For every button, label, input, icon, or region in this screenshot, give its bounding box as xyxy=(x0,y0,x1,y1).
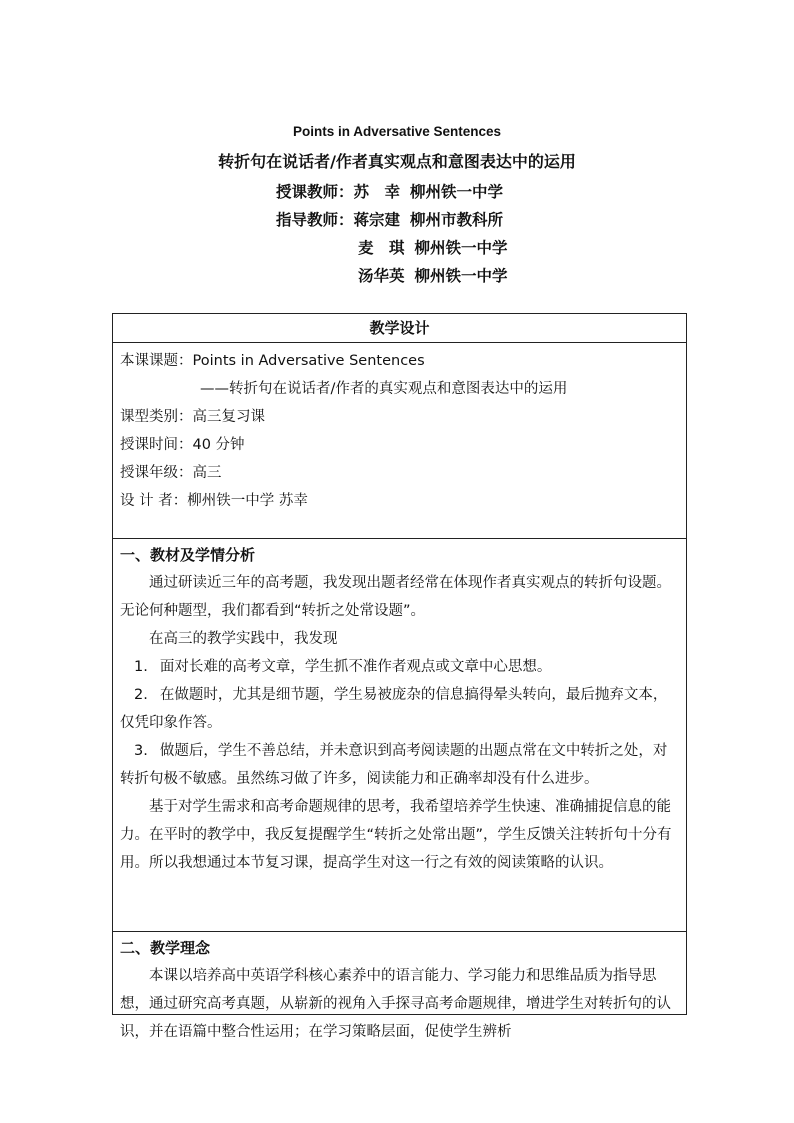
advisor-label: 指导教师： xyxy=(276,211,354,229)
advisor-name: 汤华英 xyxy=(358,267,405,285)
topic-subtitle: ——转折句在说话者/作者的真实观点和意图表达中的运用 xyxy=(200,381,568,397)
list-item xyxy=(120,653,679,681)
document-title-cn: 转折句在说话者/作者真实观点和意图表达中的运用 xyxy=(218,152,576,171)
grade-value: 高三 xyxy=(192,465,222,481)
type-label: 课型类别： xyxy=(120,409,193,425)
type-value: 高三复习课 xyxy=(192,409,265,425)
topic-value: Points in Adversative Sentences xyxy=(192,353,425,369)
section-title: 一、教材及学情分析 xyxy=(120,546,256,564)
list-text: 面对长难的高考文章，学生抓不准作者观点或文章中心思想。 xyxy=(159,659,552,675)
document-title-en: Points in Adversative Sentences xyxy=(292,124,502,139)
paragraph: 基于对学生需求和高考命题规律的思考，我希望培养学生快速、准确捕捉信息的能力。在平时的教学中，我反复提醒学生“转折之处常出题”，学生反馈关注转折句十分有用。所以我想通过本节复习课，提高学生对这一行之有效的阅读策略的认识。 xyxy=(120,799,672,871)
teaching-design-table xyxy=(112,313,687,1040)
advisor-credit xyxy=(276,208,503,230)
advisor-org: 柳州铁一中学 xyxy=(414,267,508,285)
list-number: 3. xyxy=(134,743,148,759)
list-number: 1. xyxy=(134,659,148,675)
time-label: 授课时间： xyxy=(120,437,193,453)
advisor-org: 柳州铁一中学 xyxy=(414,239,508,257)
paragraph: 本课以培养高中英语学科核心素养中的语言能力、学习能力和思维品质为指导思想，通过研究高考真题，从崭新的视角入手探寻高考命题规律，增进学生对转折句的认识，并在语篇中整合性运用；在学习策略层面，促使学生辨析 xyxy=(120,968,671,1040)
list-number: 2. xyxy=(134,687,148,703)
paragraph: 在高三的教学实践中，我发现 xyxy=(149,631,338,647)
teacher-credit xyxy=(276,180,503,202)
lesson-info xyxy=(113,343,686,539)
topic-label: 本课课题： xyxy=(120,353,193,369)
topic-line xyxy=(120,347,679,375)
designer-line xyxy=(120,487,679,515)
advisor-credit xyxy=(358,236,508,258)
list-text: 在做题时，尤其是细节题，学生易被庞杂的信息搞得晕头转向，最后抛弃文本，仅凭印象作答。 xyxy=(120,687,668,731)
list-item xyxy=(120,681,679,737)
section-title: 二、教学理念 xyxy=(120,939,211,957)
table-heading: 教学设计 xyxy=(113,314,686,343)
advisor-name: 麦 琪 xyxy=(358,239,405,257)
section-philosophy xyxy=(113,932,686,1046)
paragraph: 通过研读近三年的高考题，我发现出题者经常在体现作者真实观点的转折句设题。无论何种题型，我们都看到“转折之处常设题”。 xyxy=(120,575,671,619)
designer-value: 柳州铁一中学 苏幸 xyxy=(187,493,308,509)
grade-label: 授课年级： xyxy=(120,465,193,481)
teacher-org: 柳州铁一中学 xyxy=(410,183,504,201)
advisor-credit xyxy=(358,264,508,286)
designer-label: 设 计 者： xyxy=(120,493,188,509)
advisor-name: 蒋宗建 xyxy=(353,211,401,229)
grade-line xyxy=(120,459,679,487)
time-value: 40 分钟 xyxy=(192,437,245,453)
time-line xyxy=(120,431,679,459)
section-analysis xyxy=(113,539,686,932)
advisor-org: 柳州市教科所 xyxy=(410,211,504,229)
type-line xyxy=(120,403,679,431)
list-item xyxy=(120,737,679,793)
teacher-name: 苏 幸 xyxy=(353,183,401,201)
list-text: 做题后，学生不善总结，并未意识到高考阅读题的出题点常在文中转折之处，对转折句极不敏感。虽然练习做了许多，阅读能力和正确率却没有什么进步。 xyxy=(120,743,668,787)
teacher-label: 授课教师： xyxy=(276,183,354,201)
